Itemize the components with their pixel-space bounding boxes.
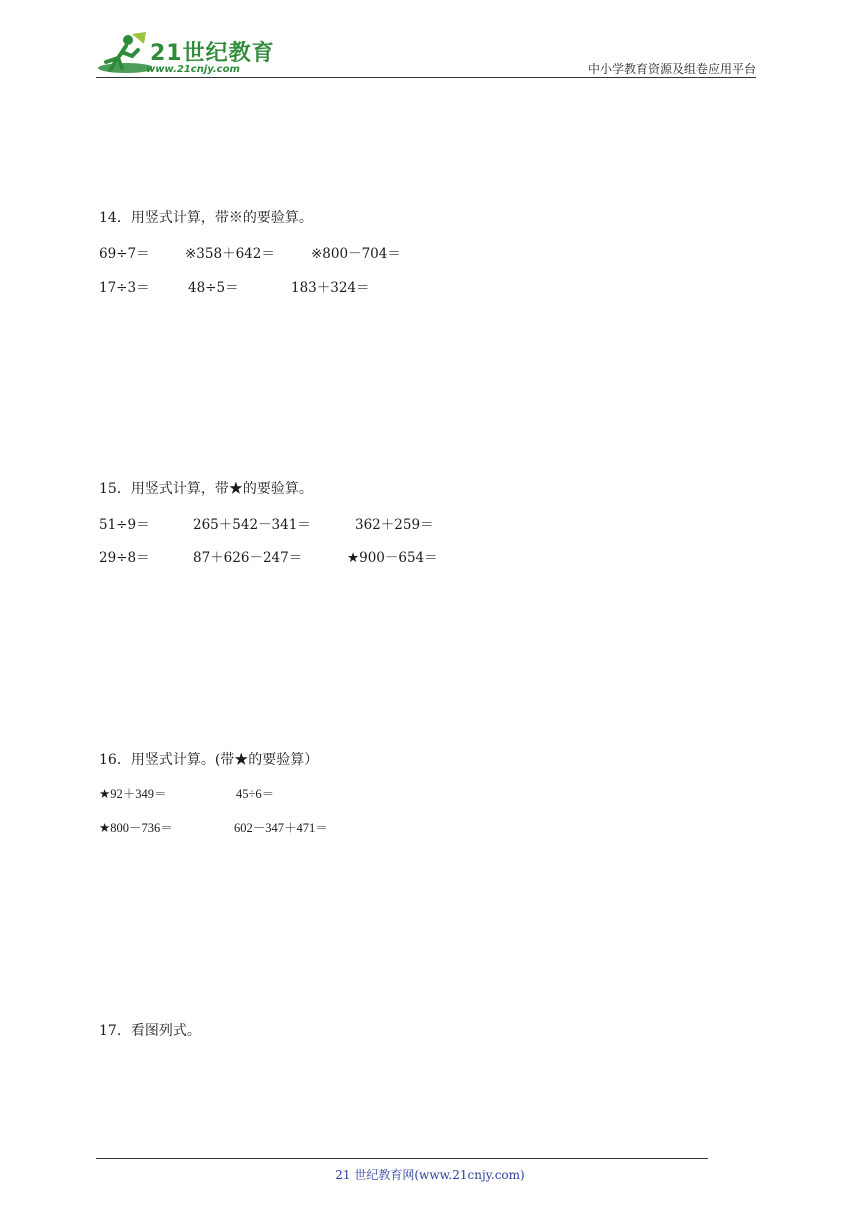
q15-expr: 51÷9＝ xyxy=(99,517,150,533)
q16-expr: 602－347＋471＝ xyxy=(234,821,328,835)
logo-url: www.21cnjy.com xyxy=(146,64,240,75)
q15-expr: ★900－654＝ xyxy=(347,550,438,566)
question-16-title: 16．用竖式计算。(带★的要验算） xyxy=(99,752,319,768)
question-14-title: 14．用竖式计算，带※的要验算。 xyxy=(99,210,313,226)
q14-expr: 69÷7＝ xyxy=(99,246,150,262)
q16-expr: 45÷6＝ xyxy=(236,787,275,801)
q15-expr: 362＋259＝ xyxy=(355,517,434,533)
header-divider xyxy=(96,77,756,78)
footer-link[interactable]: 21 世纪教育网(www.21cnjy.com) xyxy=(335,1168,525,1182)
q15-expr: 265＋542－341＝ xyxy=(193,517,311,533)
question-17-title: 17．看图列式。 xyxy=(99,1023,201,1039)
q14-expr: ※800－704＝ xyxy=(311,246,401,262)
question-15-title: 15．用竖式计算，带★的要验算。 xyxy=(99,481,313,497)
platform-name: 中小学教育资源及组卷应用平台 xyxy=(587,62,756,76)
q16-expr: ★800－736＝ xyxy=(99,821,173,835)
q14-expr: 17÷3＝ xyxy=(99,280,150,296)
q15-expr: 87＋626－247＝ xyxy=(193,550,303,566)
q14-expr: 48÷5＝ xyxy=(188,280,239,296)
footer-divider xyxy=(96,1158,708,1159)
q15-expr: 29÷8＝ xyxy=(99,550,150,566)
logo-text: 21世纪教育 xyxy=(150,41,275,66)
q16-expr: ★92＋349＝ xyxy=(99,787,167,801)
q14-expr: 183＋324＝ xyxy=(291,280,370,296)
runner-logo-icon xyxy=(92,32,152,78)
q14-expr: ※358＋642＝ xyxy=(185,246,275,262)
